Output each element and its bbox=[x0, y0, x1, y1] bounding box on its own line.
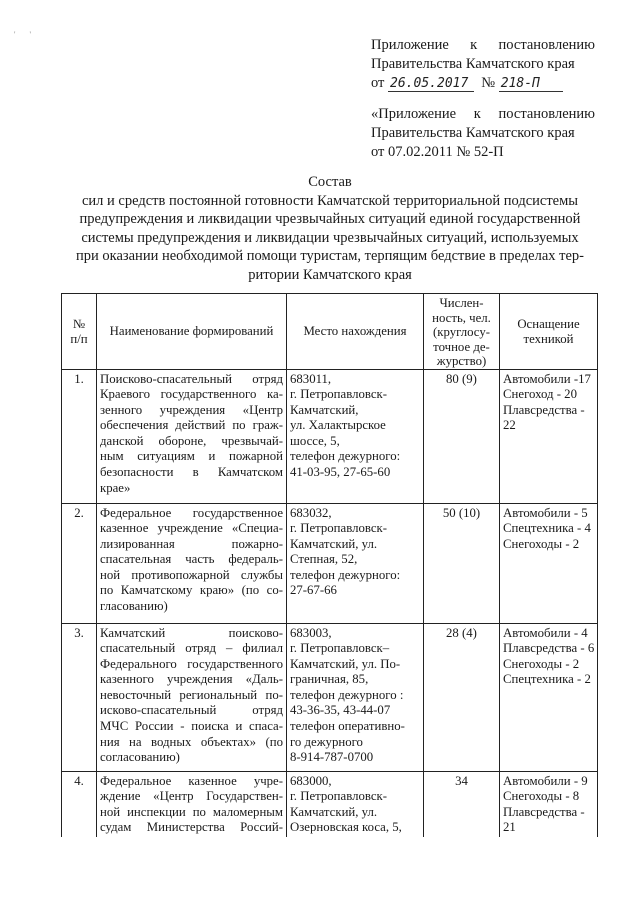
original-appendix-line-2: Правительства Камчатского края bbox=[371, 125, 575, 141]
equipment: Автомобили - 4 Плавсредства - 6 Снегоходы - 2 Спецтехника - 2 bbox=[500, 623, 598, 771]
formation-name: Федеральное государственное казенное учреждение «Специа- лизированная пожарно- спасательная часть федераль- ной противопожарной службы по Камчатскому краю» (по со- гласованию) bbox=[97, 503, 287, 623]
header-name: Наименование формирований bbox=[97, 294, 287, 370]
title-line: при оказании необходимой помощи туристам, терпящим бедствие в пределах тер- bbox=[75, 248, 584, 264]
staff-count: 28 (4) bbox=[424, 623, 500, 771]
appendix-original-reference bbox=[371, 105, 595, 162]
formation-name: Поисково-спасательный отряд Краевого государственного ка- зенного учреждения «Центр обеспечения действий по граж- данской обороне, чрезвычай- ным ситуациям и пожарной безопасности в Камчатском крае» bbox=[97, 369, 287, 503]
table-row bbox=[62, 771, 598, 837]
appendix-current-reference bbox=[371, 36, 595, 93]
formation-location: 683011, г. Петропавловск- Камчатский, ул. Халактырское шоссе, 5, телефон дежурного: 41-03-95, 27-65-60 bbox=[287, 369, 424, 503]
equipment: Автомобили - 9 Снегоходы - 8 Плавсредства - 21 bbox=[500, 771, 598, 837]
table-header-row bbox=[62, 294, 598, 370]
date-prefix: от bbox=[371, 75, 385, 91]
title-line: системы предупреждения и ликвидации чрезвычайных ситуаций, используемых bbox=[81, 229, 579, 246]
row-number: 3. bbox=[62, 623, 97, 771]
document-title bbox=[60, 173, 600, 284]
original-appendix-line-3: от 07.02.2011 № 52-П bbox=[371, 144, 504, 160]
scan-corner-mark: ' ' bbox=[14, 30, 37, 39]
original-appendix-line-1: «Приложение к постановлению bbox=[371, 106, 595, 122]
staff-count: 80 (9) bbox=[424, 369, 500, 503]
equipment: Автомобили -17 Снегоход - 20 Плавсредства - 22 bbox=[500, 369, 598, 503]
appendix-line-2: Правительства Камчатского края bbox=[371, 56, 575, 72]
formation-location: 683032, г. Петропавловск- Камчатский, ул. Степная, 52, телефон дежурного: 27-67-66 bbox=[287, 503, 424, 623]
header-equipment: Оснащение техникой bbox=[500, 294, 598, 370]
title-heading: Состав bbox=[308, 174, 352, 190]
row-number: 4. bbox=[62, 771, 97, 837]
handwritten-number: 218-П bbox=[499, 77, 563, 92]
table-row bbox=[62, 369, 598, 503]
formation-location: 683003, г. Петропавловск– Камчатский, ул. По- граничная, 85, телефон дежурного : 43-36-35, 43-44-07 телефон оперативно- го дежурного 8-914-787-0700 bbox=[287, 623, 424, 771]
header-location: Место нахождения bbox=[287, 294, 424, 370]
title-line: предупреждения и ликвидации чрезвычайных ситуаций единой государственной bbox=[79, 211, 581, 227]
row-number: 2. bbox=[62, 503, 97, 623]
appendix-date-line bbox=[371, 74, 595, 93]
forces-table bbox=[61, 293, 598, 837]
number-sign: № bbox=[481, 75, 496, 91]
table-row bbox=[62, 503, 598, 623]
table-row bbox=[62, 623, 598, 771]
title-line: ритории Камчатского края bbox=[248, 266, 412, 283]
formation-name: Федеральное казенное учре- ждение «Центр Государствен- ной инспекции по маломерным судам Министерства Россий- bbox=[97, 771, 287, 837]
staff-count: 50 (10) bbox=[424, 503, 500, 623]
appendix-line-1: Приложение к постановлению bbox=[371, 37, 595, 53]
equipment: Автомобили - 5 Спецтехника - 4 Снегоходы - 2 bbox=[500, 503, 598, 623]
formation-location: 683000, г. Петропавловск- Камчатский, ул. Озерновская коса, 5, bbox=[287, 771, 424, 837]
formation-name: Камчатский поисково- спасательный отряд – филиал Федерального государственного казенного учреждения «Даль- невосточный региональный по- исково-спасательный отряд МЧС России - поиска и спаса- ния на водных объектах» (по согласованию) bbox=[97, 623, 287, 771]
header-num: № п/п bbox=[62, 294, 97, 370]
header-count: Числен- ность, чел. (круглосу- точное де- журство) bbox=[424, 294, 500, 370]
staff-count: 34 bbox=[424, 771, 500, 837]
title-line: сил и средств постоянной готовности Камчатской территориальной подсистемы bbox=[81, 192, 579, 209]
row-number: 1. bbox=[62, 369, 97, 503]
handwritten-date: 26.05.2017 bbox=[388, 77, 474, 92]
